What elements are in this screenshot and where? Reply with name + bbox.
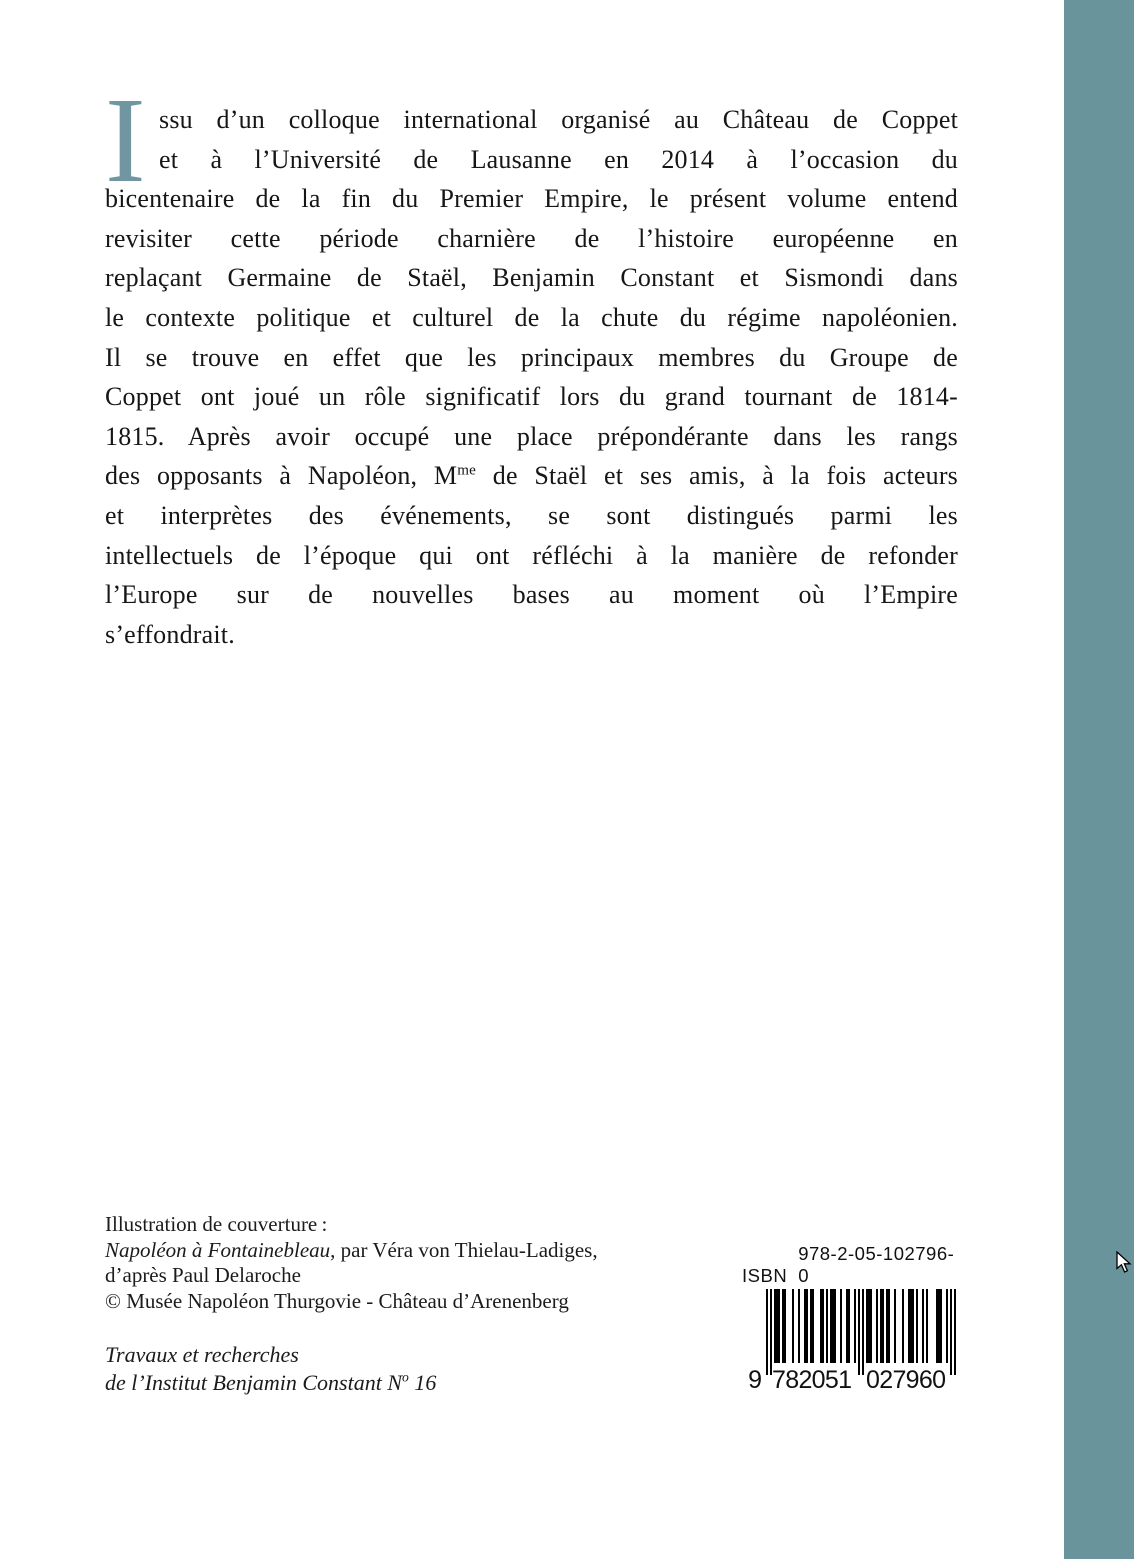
barcode-digit-left: 9 — [748, 1366, 762, 1391]
blurb-line: l’Europe sur de nouvelles bases au moment où l’Empire — [105, 580, 958, 610]
credit-line: Illustration de couverture : — [105, 1212, 328, 1236]
blurb-line: ssu d’un colloque international organisé au Château de Coppet — [159, 105, 958, 134]
credit-line: d’après Paul Delaroche — [105, 1263, 301, 1287]
blurb-lines — [105, 73, 958, 654]
credit-line: Napoléon à Fontainebleau, par Véra von Thielau-Ladiges, — [105, 1237, 598, 1262]
isbn-number: 978-2-05-102796-0 — [798, 1243, 955, 1286]
blurb-line: revisiter cette période charnière de l’histoire européenne en — [105, 223, 958, 253]
series-line: Travaux et recherches — [105, 1342, 299, 1367]
spine-stripe — [1064, 0, 1134, 1559]
series-line: de l’Institut Benjamin Constant $N^o$ 16 — [105, 1369, 437, 1395]
blurb-line: des opposants à Napoléon, $M^{me}$ de Staël et ses amis, à la fois acteurs — [105, 461, 958, 491]
barcode-digits-group1: 782051 — [772, 1366, 852, 1391]
blurb-line: replaçant Germaine de Staël, Benjamin Constant et Sismondi dans — [105, 263, 958, 293]
dropcap-letter: I — [105, 73, 146, 208]
isbn-text — [742, 1243, 962, 1287]
isbn-label: ISBN — [742, 1265, 788, 1286]
blurb-line: intellectuels de l’époque qui ont réfléchi à la manière de refonder — [105, 540, 958, 570]
blurb-paragraph — [105, 73, 958, 654]
blurb-line: et à l’Université de Lausanne en 2014 à l’occasion du — [159, 144, 958, 174]
blurb-line: bicentenaire de la fin du Premier Empire, le présent volume entend — [105, 184, 958, 214]
mouse-cursor-icon — [1116, 1251, 1134, 1275]
blurb-line: Coppet ont joué un rôle significatif lors du grand tournant de 1814- — [105, 382, 958, 412]
barcode-digits-group2: 027960 — [866, 1366, 946, 1391]
series-title — [105, 1341, 436, 1396]
cover-credits — [105, 1212, 598, 1314]
blurb-line: s’effondrait. — [105, 619, 235, 649]
credit-line: © Musée Napoléon Thurgovie - Château d’Arenenberg — [105, 1288, 569, 1313]
isbn-barcode — [742, 1243, 962, 1391]
ean13-bars — [742, 1289, 958, 1391]
blurb-line: Il se trouve en effet que les principaux membres du Groupe de — [105, 342, 958, 372]
blurb-line: le contexte politique et culturel de la chute du régime napoléonien. — [105, 302, 958, 332]
blurb-line: et interprètes des événements, se sont distingués parmi les — [105, 500, 958, 530]
blurb-line: 1815. Après avoir occupé une place prépondérante dans les rangs — [105, 421, 958, 451]
